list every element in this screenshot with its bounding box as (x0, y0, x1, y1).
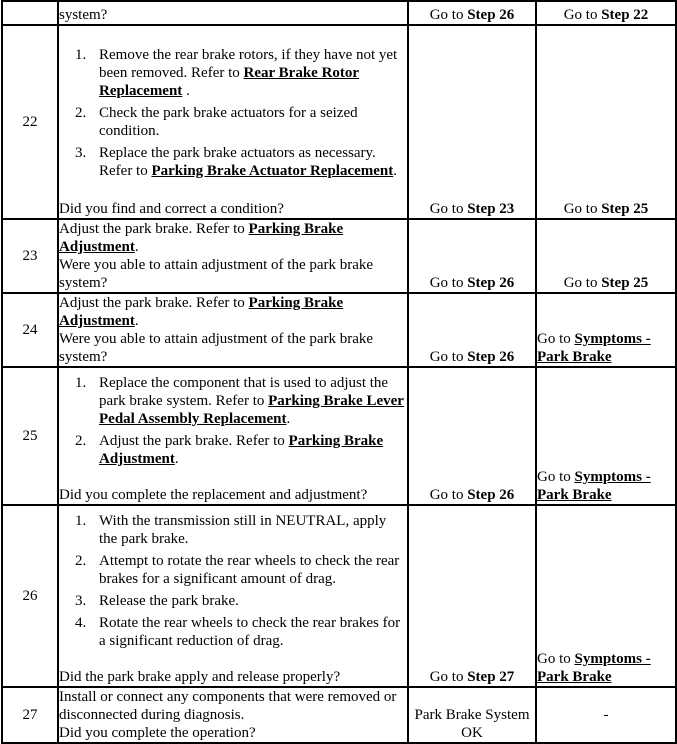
action-cell: Adjust the park brake. Refer to Parking Brake Adjustment. Were you able to attain adjustment of the park brake system? (58, 293, 408, 367)
goto-step-link[interactable]: Step 27 (467, 669, 515, 685)
table-row (2, 505, 676, 687)
symptoms-link[interactable]: Symptoms - Park Brake (537, 469, 651, 503)
table-row (2, 219, 676, 293)
reference-link[interactable]: Parking Brake Adjustment (59, 221, 344, 255)
step-number-cell: 24 (2, 293, 58, 367)
action-cell (58, 367, 408, 505)
no-result-cell: Go to Symptoms - Park Brake (536, 293, 676, 367)
reference-link[interactable]: Parking Brake Lever Pedal Assembly Replacement (99, 393, 404, 427)
no-result-cell: Go to Symptoms - Park Brake (536, 505, 676, 687)
yes-result-cell: Go to Step 27 (408, 505, 536, 687)
list-item: 3. Replace the park brake actuators as necessary. Refer to Parking Brake Actuator Replacement. (75, 145, 398, 179)
no-result-cell: Go to Step 25 (536, 219, 676, 293)
step-number-cell: 26 (2, 505, 58, 687)
action-cell (58, 25, 408, 219)
action-cell (58, 1, 408, 25)
goto-prefix: Go to (429, 7, 468, 23)
list-item: 2. Attempt to rotate the rear wheels to check the rear brakes for a significant amount of drag. (75, 553, 400, 587)
list-item: 1. Replace the component that is used to adjust the park brake system. Refer to Parking Brake Lever Pedal Assembly Replacement. (75, 375, 404, 427)
symptoms-link[interactable]: Symptoms - Park Brake (537, 651, 651, 685)
question-text: Were you able to attain adjustment of the park brake system? (59, 257, 374, 291)
yes-result-cell: Go to Step 23 (408, 25, 536, 219)
question-text: Did you complete the operation? (59, 725, 256, 741)
diagnostic-table (1, 0, 677, 744)
step-number-cell: 25 (2, 367, 58, 505)
action-cell (58, 505, 408, 687)
symptoms-link[interactable]: Symptoms - Park Brake (537, 331, 651, 365)
action-cell: Install or connect any components that were removed or disconnected during diagnosis. Did you complete the operation? (58, 687, 408, 743)
action-list (59, 46, 407, 180)
list-item: 2. Check the park brake actuators for a seized condition. (75, 105, 358, 139)
question-text: Did you complete the replacement and adjustment? (59, 487, 368, 503)
table-row (2, 367, 676, 505)
list-item: 3. Release the park brake. (75, 593, 239, 609)
step-number-cell (2, 1, 58, 25)
table-row (2, 1, 676, 25)
action-list (59, 512, 407, 650)
no-result-cell: Go to Symptoms - Park Brake (536, 367, 676, 505)
no-result-cell: Go to Step 25 (536, 25, 676, 219)
reference-link[interactable]: Parking Brake Actuator Replacement (151, 163, 394, 179)
goto-step-link[interactable]: Step 26 (467, 275, 515, 291)
list-item: 4. Rotate the rear wheels to check the rear brakes for a significant reduction of drag. (75, 615, 401, 649)
action-cell: Adjust the park brake. Refer to Parking Brake Adjustment. Were you able to attain adjustment of the park brake system? (58, 219, 408, 293)
yes-result-cell: Park Brake System OK (408, 687, 536, 743)
yes-result-cell: Go to Step 26 (408, 219, 536, 293)
goto-step-link[interactable]: Step 26 (467, 349, 515, 365)
goto-step-link[interactable]: Step 25 (601, 201, 649, 217)
goto-step-link[interactable]: Step 25 (601, 275, 649, 291)
step-number-cell: 27 (2, 687, 58, 743)
step-number-cell: 23 (2, 219, 58, 293)
reference-link[interactable]: Rear Brake Rotor Replacement (99, 65, 360, 99)
goto-step-link[interactable]: Step 26 (467, 487, 515, 503)
question-text: Did the park brake apply and release properly? (59, 669, 341, 685)
goto-step-link[interactable]: Step 23 (467, 201, 515, 217)
list-item: 2. Adjust the park brake. Refer to Parking Brake Adjustment. (75, 433, 384, 467)
list-item: 1. Remove the rear brake rotors, if they have not yet been removed. Refer to Rear Brake Rotor Replacement . (75, 47, 398, 99)
action-list (59, 374, 407, 468)
question-text: Did you find and correct a condition? (59, 201, 284, 217)
table-row (2, 293, 676, 367)
yes-result-cell: Go to Step 26 (408, 293, 536, 367)
question-text: Were you able to attain adjustment of the park brake system? (59, 331, 374, 365)
step-number-cell: 22 (2, 25, 58, 219)
no-result-cell: - (536, 687, 676, 743)
no-result-cell (536, 1, 676, 25)
goto-prefix: Go to (563, 7, 602, 23)
table-row (2, 687, 676, 743)
reference-link[interactable]: Parking Brake Adjustment (59, 295, 344, 329)
yes-result-cell (408, 1, 536, 25)
yes-result-cell: Go to Step 26 (408, 367, 536, 505)
question-text: system? (59, 7, 108, 23)
goto-step-link[interactable]: Step 26 (467, 7, 515, 23)
reference-link[interactable]: Parking Brake Adjustment (99, 433, 384, 467)
goto-step-link[interactable]: Step 22 (601, 7, 649, 23)
table-row (2, 25, 676, 219)
list-item: 1. With the transmission still in NEUTRAL, apply the park brake. (75, 513, 387, 547)
